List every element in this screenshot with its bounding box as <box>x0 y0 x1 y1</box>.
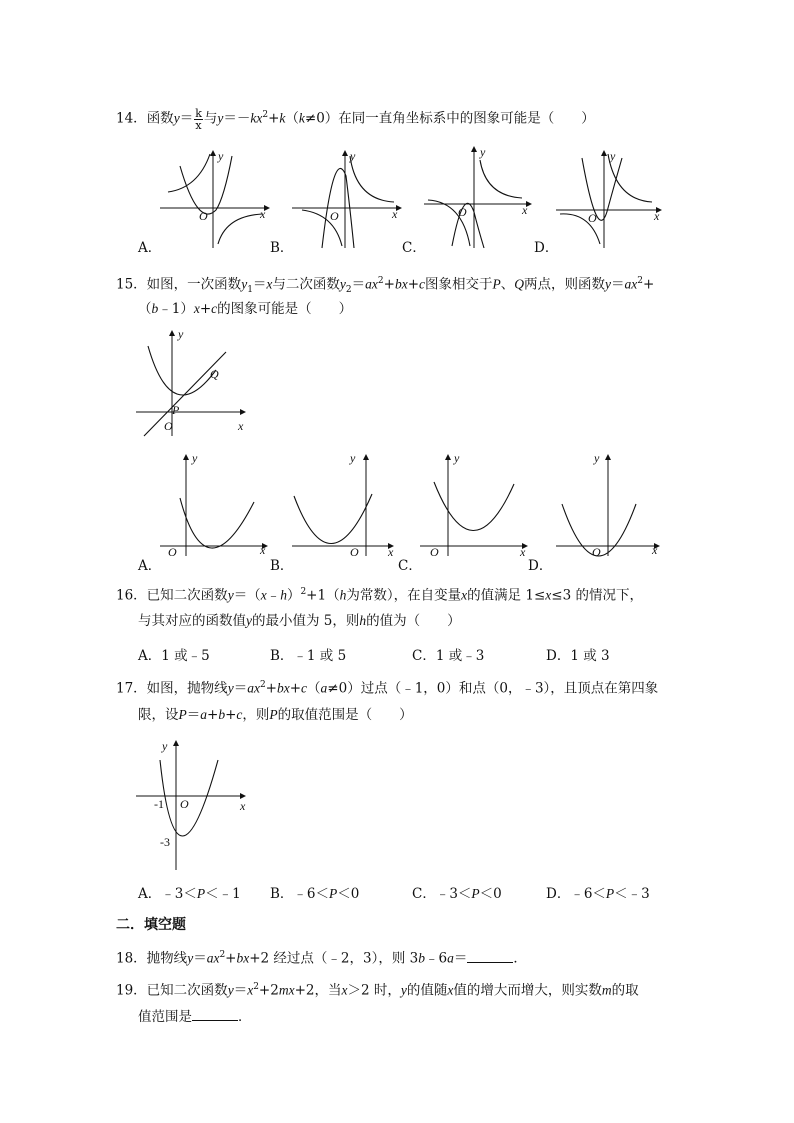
svg-text:O: O <box>168 545 177 559</box>
svg-text:x: x <box>240 799 246 813</box>
q17-option-c: C．﹣3＜P＜0 <box>412 886 502 902</box>
svg-text:O: O <box>330 209 339 223</box>
q16-option-c: C．1 或﹣3 <box>412 648 485 664</box>
svg-text:y: y <box>350 451 356 465</box>
q14-stem: 14．函数y＝ $\frac{k}{x}$ 与$y=-kx^2+k(k\ne 0)$在同一直角坐标系中的图象可能是（ ） <box>116 106 595 132</box>
svg-text:x: x <box>520 545 526 559</box>
q15-graph-b <box>290 450 406 558</box>
svg-text:Q: Q <box>210 367 219 381</box>
svg-text:y: y <box>454 451 460 465</box>
q15-option-d: D． <box>528 558 553 574</box>
svg-text:-3: -3 <box>160 835 170 849</box>
svg-text:O: O <box>350 545 359 559</box>
answer-blank[interactable] <box>192 1008 238 1021</box>
q15-stem-line2: （b﹣1）x+c的图象可能是（ ） <box>138 301 353 317</box>
q15-option-b: B． <box>270 558 294 574</box>
svg-text:y: y <box>350 149 356 163</box>
svg-text:y: y <box>218 149 224 163</box>
q17-option-b: B．﹣6＜P＜0 <box>270 886 360 902</box>
q16-stem-line2: 与其对应的函数值y的最小值为 5，则h的值为（ ） <box>138 613 461 629</box>
svg-text:x: x <box>392 207 398 221</box>
q15-graph-a <box>158 450 274 558</box>
q18-stem: 18．抛物线$y=ax^2+bx+2$ 经过点（﹣2，3），则 3b﹣6a＝ ． <box>116 950 527 967</box>
svg-text:y: y <box>480 145 486 159</box>
svg-text:x: x <box>652 543 658 557</box>
q14-graph-a <box>158 148 274 252</box>
svg-text:P: P <box>172 403 180 417</box>
svg-text:y: y <box>162 739 168 753</box>
section-heading-fill-in: 二．填空题 <box>116 917 186 933</box>
q15-stem-line1: 15．如图，一次函数$y_1=x$与二次函数$y_2=ax^2+bx+c$图象相交于P、Q两点，则函数$y=ax^2+$ <box>116 276 655 296</box>
q15-figure <box>134 326 254 436</box>
svg-text:x: x <box>238 419 244 433</box>
svg-text:y: y <box>610 149 616 163</box>
svg-text:y: y <box>178 327 184 341</box>
fraction-k-over-x: $\frac{k}{x}$ <box>195 106 202 132</box>
q17-figure <box>134 736 258 872</box>
svg-text:O: O <box>592 545 601 559</box>
svg-text:O: O <box>164 419 173 433</box>
q15-graph-d <box>554 450 670 558</box>
svg-text:-1: -1 <box>154 797 164 811</box>
q15-graph-c <box>418 450 534 558</box>
svg-text:x: x <box>522 203 528 217</box>
q16-option-d: D．1 或 3 <box>546 648 610 664</box>
svg-text:x: x <box>654 209 660 223</box>
answer-blank[interactable] <box>467 950 513 963</box>
q16-stem-line1: 16．已知二次函数y＝（x﹣h）$^2$+1（h为常数），在自变量x的值满足 1≤x≤3 的情况下， <box>116 587 643 604</box>
svg-text:y: y <box>594 451 600 465</box>
q17-stem-line2: 限，设P＝a+b+c，则P的取值范围是（ ） <box>138 707 413 723</box>
svg-text:x: x <box>388 545 394 559</box>
svg-text:y: y <box>192 451 198 465</box>
q15-option-a: A． <box>138 558 162 574</box>
svg-text:x: x <box>260 207 266 221</box>
q19-stem-line1: 19．已知二次函数$y=x^2+2mx+2$，当x＞2 时，y的值随x值的增大而增大，则实数m的取 <box>116 982 639 999</box>
q17-stem-line1: 17．如图，抛物线$y=ax^2+bx+c(a\ne 0)$过点（﹣1，0）和点（0，﹣3），且顶点在第四象 <box>116 680 659 697</box>
q17-option-d: D．﹣6＜P＜﹣3 <box>546 886 650 902</box>
q16-option-b: B．﹣1 或 5 <box>270 648 347 664</box>
q19-stem-line2: 值范围是 ． <box>138 1009 252 1025</box>
svg-text:O: O <box>199 209 208 223</box>
q14-option-a: A． <box>138 240 162 256</box>
q14-graph-c <box>422 142 538 250</box>
q14-graph-b <box>290 148 406 252</box>
q14-option-d: D． <box>534 240 559 256</box>
svg-text:x: x <box>260 543 266 557</box>
q15-option-c: C． <box>398 558 422 574</box>
q14-option-b: B． <box>270 240 294 256</box>
svg-text:O: O <box>458 205 467 219</box>
svg-text:O: O <box>588 211 597 225</box>
svg-text:O: O <box>180 797 189 811</box>
svg-text:O: O <box>430 545 439 559</box>
q17-option-a: A．﹣3＜P＜﹣1 <box>138 886 241 902</box>
q14-graph-d <box>554 148 670 252</box>
q16-option-a: A．1 或﹣5 <box>138 648 210 664</box>
q14-option-c: C． <box>402 240 426 256</box>
